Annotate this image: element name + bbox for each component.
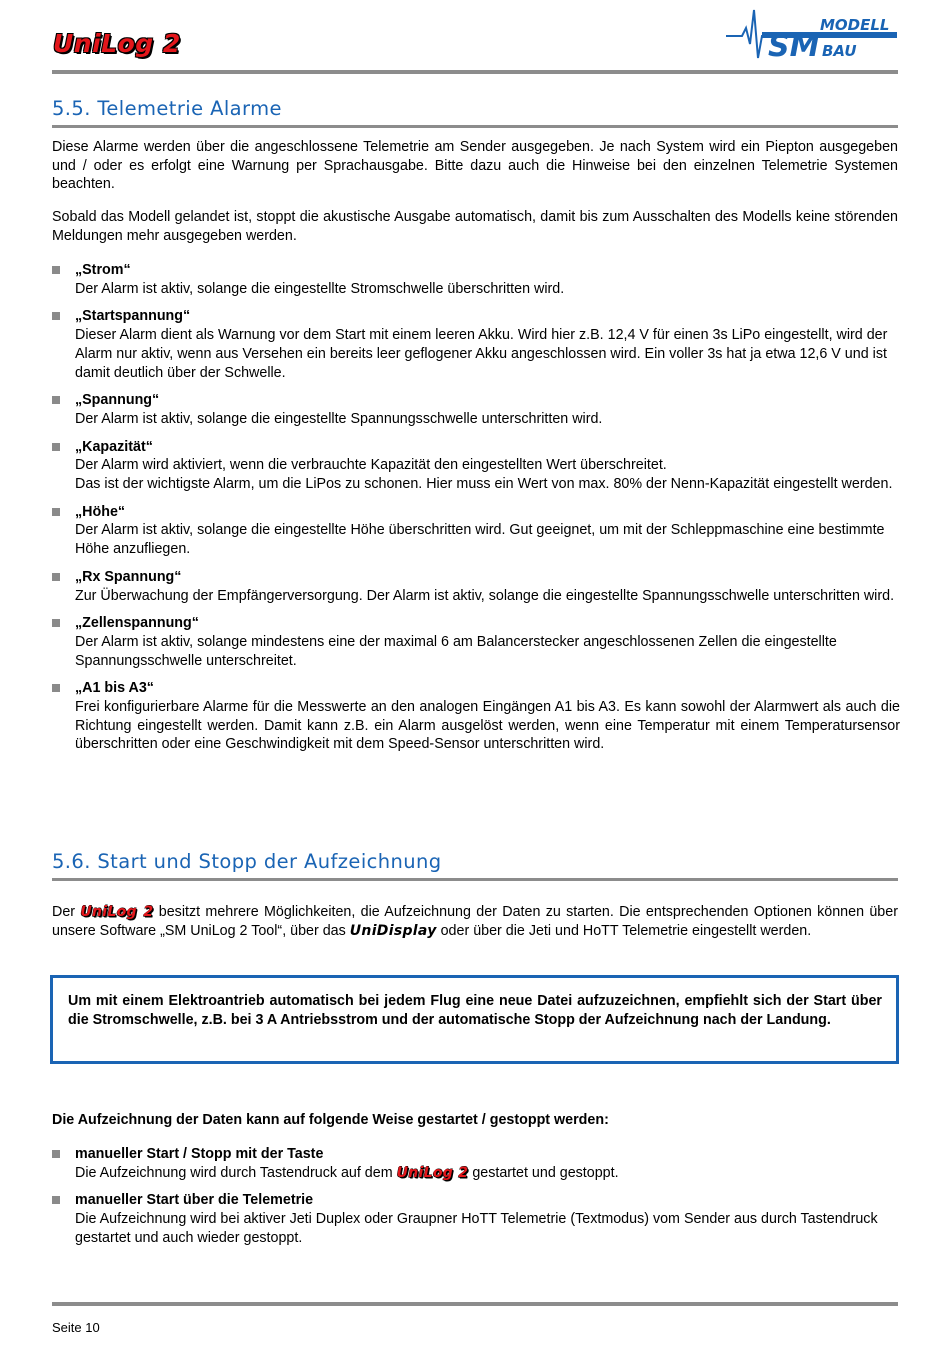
alarm-description: Dieser Alarm dient als Warnung vor dem Start mit einem leeren Akku. Wird hier z.B. 12,4 V für einen 3s LiPo eingestellt, wird der Alarm nur aktiv, wenn aus Versehen ein bereits leer geflogener Akku angeschlossen wird. Ein voller 3s hat ja etwa 12,6 V und ist damit deutlich über der Schwelle. xyxy=(75,327,888,381)
text-segment: oder über die Jeti und HoTT Telemetrie eingestellt werden. xyxy=(440,922,812,939)
bullet-square-icon xyxy=(52,573,60,581)
alarm-description: Der Alarm ist aktiv, solange mindestens eine der maximal 6 am Balancerstecker angeschlossenen Zellen die eingestellte Spannungsschwelle unterschreitet. xyxy=(75,633,837,669)
bullet-square-icon xyxy=(52,266,60,274)
alarm-title: „Startspannung“ xyxy=(75,308,191,325)
list-item xyxy=(52,503,900,559)
method-description xyxy=(75,1164,900,1183)
bullet-square-icon xyxy=(52,508,60,516)
start-stop-intro: Die Aufzeichnung der Daten kann auf folgende Weise gestartet / gestoppt werden: xyxy=(52,1112,609,1128)
alarm-description: Der Alarm ist aktiv, solange die eingestellte Stromschwelle überschritten wird. xyxy=(75,280,565,297)
list-item xyxy=(52,438,900,494)
footer-rule xyxy=(52,1302,898,1306)
bullet-square-icon xyxy=(52,396,60,404)
method-title: manueller Start über die Telemetrie xyxy=(75,1192,314,1209)
alarm-description-extra: Das ist der wichtigste Alarm, um die LiPos zu schonen. Hier muss ein Wert von max. 80% der Nenn-Kapazität eingestellt werden. xyxy=(75,476,893,493)
alarm-description: Der Alarm wird aktiviert, wenn die verbrauchte Kapazität den eingestellten Wert überschreitet. xyxy=(75,457,667,474)
text-segment: gestartet und gestoppt. xyxy=(472,1164,619,1181)
bullet-square-icon xyxy=(52,1150,60,1158)
bullet-square-icon xyxy=(52,312,60,320)
alarm-title: „Spannung“ xyxy=(75,392,160,409)
method-title: manueller Start / Stopp mit der Taste xyxy=(75,1146,324,1162)
unilog-inline-logo: UniLog 2 xyxy=(396,1164,469,1181)
section-55-paragraph-2: Sobald das Modell gelandet ist, stoppt die akustische Ausgabe automatisch, damit bis zum Ausschalten des Modells keine störenden Meldungen mehr ausgegeben werden. xyxy=(52,209,898,244)
section-56-rule xyxy=(52,878,898,881)
text-segment: Der xyxy=(52,904,76,920)
section-55-heading: 5.5. Telemetrie Alarme xyxy=(52,97,282,120)
list-item xyxy=(52,307,900,382)
unilog-logo: UniLog 2 xyxy=(53,29,181,58)
list-item xyxy=(52,679,900,754)
page-number: Seite 10 xyxy=(52,1320,100,1335)
section-55-rule xyxy=(52,125,898,128)
unidisplay-inline-logo: UniDisplay xyxy=(349,922,437,939)
section-56-paragraph-1 xyxy=(52,903,898,940)
section-55-paragraph-1: Diese Alarme werden über die angeschlossene Telemetrie am Sender ausgegeben. Je nach System wird ein Piepton ausgegeben und / oder es erfolgt eine Warnung per Sprachausgabe. Bitte dazu auch die Hinweise bei den einzelnen Telemetrie Systemen beachten. xyxy=(52,139,898,193)
list-item xyxy=(52,391,900,428)
alarm-description: Der Alarm ist aktiv, solange die eingestellte Spannungsschwelle unterschritten wird. xyxy=(75,410,603,427)
list-item xyxy=(52,261,900,298)
alarm-description: Zur Überwachung der Empfängerversorgung. Der Alarm ist aktiv, solange die eingestellte Spannungsschwelle unterschritten wird. xyxy=(75,587,895,604)
alarm-list xyxy=(52,261,900,763)
bullet-square-icon xyxy=(52,619,60,627)
alarm-title: „Zellenspannung“ xyxy=(75,615,199,632)
notice-box xyxy=(50,975,899,1064)
text-segment: besitzt mehrere Möglichkeiten, die Aufzeichnung der Daten zu starten. Die entsprechenden Optionen können über unsere Software „SM UniLog 2 Tool“, über das xyxy=(52,904,898,939)
text-segment: Die Aufzeichnung wird durch Tastendruck auf dem xyxy=(75,1164,393,1181)
alarm-title: „Kapazität“ xyxy=(75,438,153,455)
list-item xyxy=(52,614,900,670)
brand-line2: BAU xyxy=(822,42,857,60)
bullet-square-icon xyxy=(52,1196,60,1204)
bullet-square-icon xyxy=(52,684,60,692)
notice-text: Um mit einem Elektroantrieb automatisch bei jedem Flug eine neue Datei aufzuzeichnen, empfiehlt sich der Start über die Stromschwelle, z.B. bei 3 A Antriebsstrom und der automatische Stopp der Aufzeichnung nach der Landung. xyxy=(68,993,882,1028)
alarm-description: Frei konfigurierbare Alarme für die Messwerte an den analogen Eingängen A1 bis A3. Es kann sowohl der Alarmwert als auch die Richtung eingestellt werden. Damit kann z.B. ein Alarm ausgelöst werden, wenn eine Temperatur mit einem Temperatursensor überschritten oder eine Geschwindigkeit mit dem Speed-Sensor unterschritten wird. xyxy=(75,699,900,753)
alarm-title: „A1 bis A3“ xyxy=(75,680,154,697)
alarm-title: „Strom“ xyxy=(75,262,131,278)
brand-sm: SM xyxy=(768,29,820,64)
alarm-title: „Rx Spannung“ xyxy=(75,568,182,585)
brand-line1: MODELL xyxy=(820,16,890,34)
sm-modellbau-logo xyxy=(722,6,900,64)
section-56-heading: 5.6. Start und Stopp der Aufzeichnung xyxy=(52,850,442,873)
header-rule xyxy=(52,70,898,74)
list-item xyxy=(52,1191,900,1247)
bullet-square-icon xyxy=(52,443,60,451)
unilog-inline-logo: UniLog 2 xyxy=(80,904,154,920)
method-description: Die Aufzeichnung wird bei aktiver Jeti Duplex oder Graupner HoTT Telemetrie (Textmodus) vom Sender aus durch Tastendruck gestartet und auch wieder gestoppt. xyxy=(75,1211,878,1246)
start-stop-list xyxy=(52,1145,900,1257)
list-item xyxy=(52,1145,900,1182)
alarm-title: „Höhe“ xyxy=(75,503,126,520)
alarm-description: Der Alarm ist aktiv, solange die eingestellte Höhe überschritten wird. Gut geeignet, um mit der Schleppmaschine eine bestimmte Höhe anzufliegen. xyxy=(75,522,885,558)
list-item xyxy=(52,568,900,605)
